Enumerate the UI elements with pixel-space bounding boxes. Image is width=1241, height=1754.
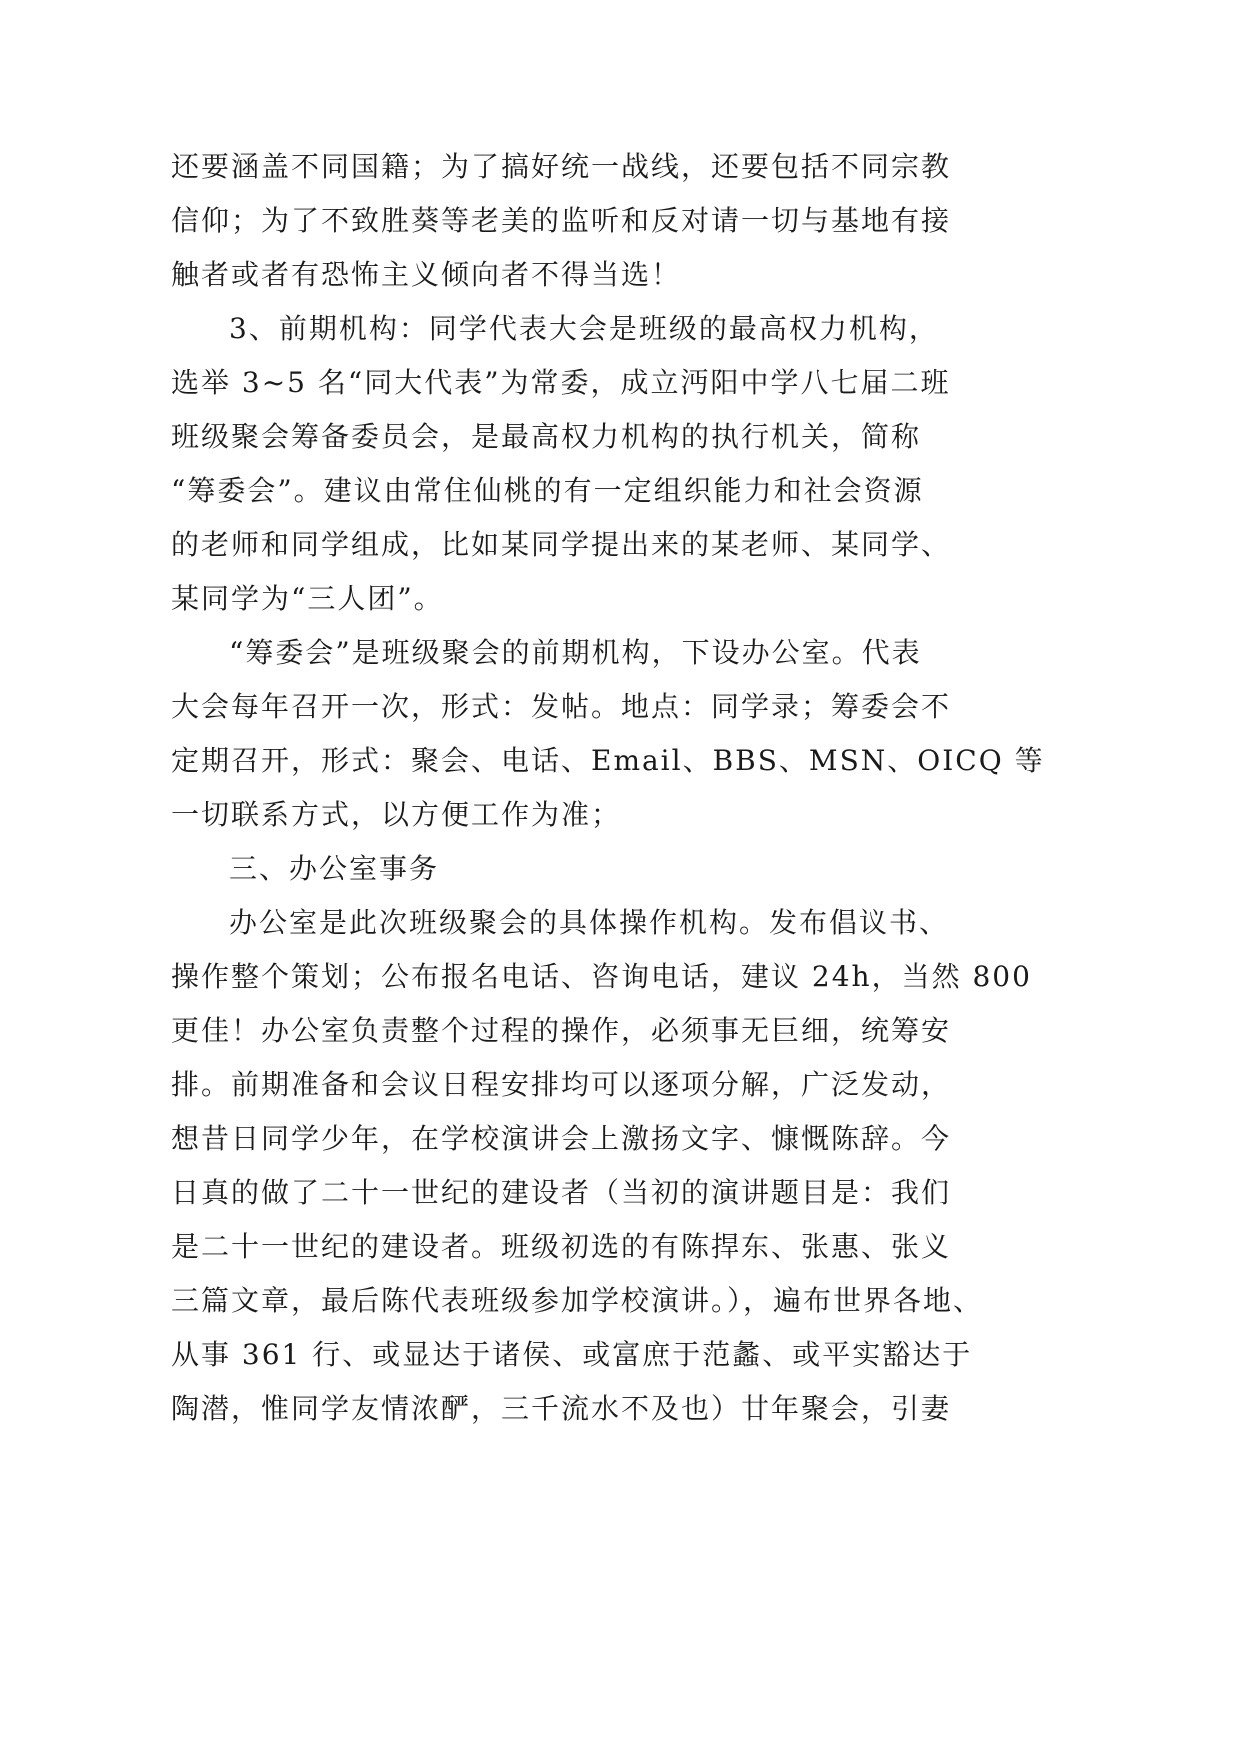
text-line: 日真的做了二十一世纪的建设者（当初的演讲题目是：我们: [171, 1176, 952, 1209]
text-line: 班级聚会筹备委员会，是最高权力机构的执行机关，简称: [171, 420, 922, 453]
text-line: 操作整个策划；公布报名电话、咨询电话，建议 24h，当然 800: [171, 960, 1032, 993]
text-line: “筹委会”。建议由常住仙桃的有一定组织能力和社会资源: [171, 474, 924, 507]
text-line: 是二十一世纪的建设者。班级初选的有陈捍东、张惠、张义: [171, 1230, 952, 1263]
text-line: 信仰；为了不致胜葵等老美的监听和反对请一切与基地有接: [171, 204, 952, 237]
text-line: 想昔日同学少年，在学校演讲会上激扬文字、慷慨陈辞。今: [171, 1122, 952, 1155]
text-line: 从事 361 行、或显达于诸侯、或富庶于范蠡、或平实豁达于: [171, 1338, 973, 1371]
paragraph-start-line: 3、前期机构：同学代表大会是班级的最高权力机构，: [229, 312, 939, 345]
paragraph-start-line: “筹委会”是班级聚会的前期机构，下设办公室。代表: [229, 636, 922, 669]
text-line: 三篇文章，最后陈代表班级参加学校演讲。），遍布世界各地、: [171, 1284, 984, 1317]
text-line: 排。前期准备和会议日程安排均可以逐项分解，广泛发动，: [171, 1068, 952, 1101]
text-line: 触者或者有恐怖主义倾向者不得当选！: [171, 258, 682, 291]
text-line: 陶潜，惟同学友情浓酽，三千流水不及也）廿年聚会，引妻: [171, 1392, 952, 1425]
document-body: [171, 140, 1045, 1436]
text-line: 还要涵盖不同国籍；为了搞好统一战线，还要包括不同宗教: [171, 150, 952, 183]
text-line: 更佳！办公室负责整个过程的操作，必须事无巨细，统筹安: [171, 1014, 952, 1047]
text-line: 一切联系方式，以方便工作为准；: [171, 798, 622, 831]
section-heading: 三、办公室事务: [229, 852, 440, 885]
text-line: 定期召开，形式：聚会、电话、Email、BBS、MSN、OICQ 等: [171, 744, 1045, 777]
text-line: 的老师和同学组成，比如某同学提出来的某老师、某同学、: [171, 528, 952, 561]
text-line: 某同学为“三人团”。: [171, 582, 444, 615]
text-line: 选举 3~5 名“同大代表”为常委，成立沔阳中学八七届二班: [171, 366, 951, 399]
paragraph-start-line: 办公室是此次班级聚会的具体操作机构。发布倡议书、: [229, 906, 950, 939]
text-line: 大会每年召开一次，形式：发帖。地点：同学录；筹委会不: [171, 690, 952, 723]
